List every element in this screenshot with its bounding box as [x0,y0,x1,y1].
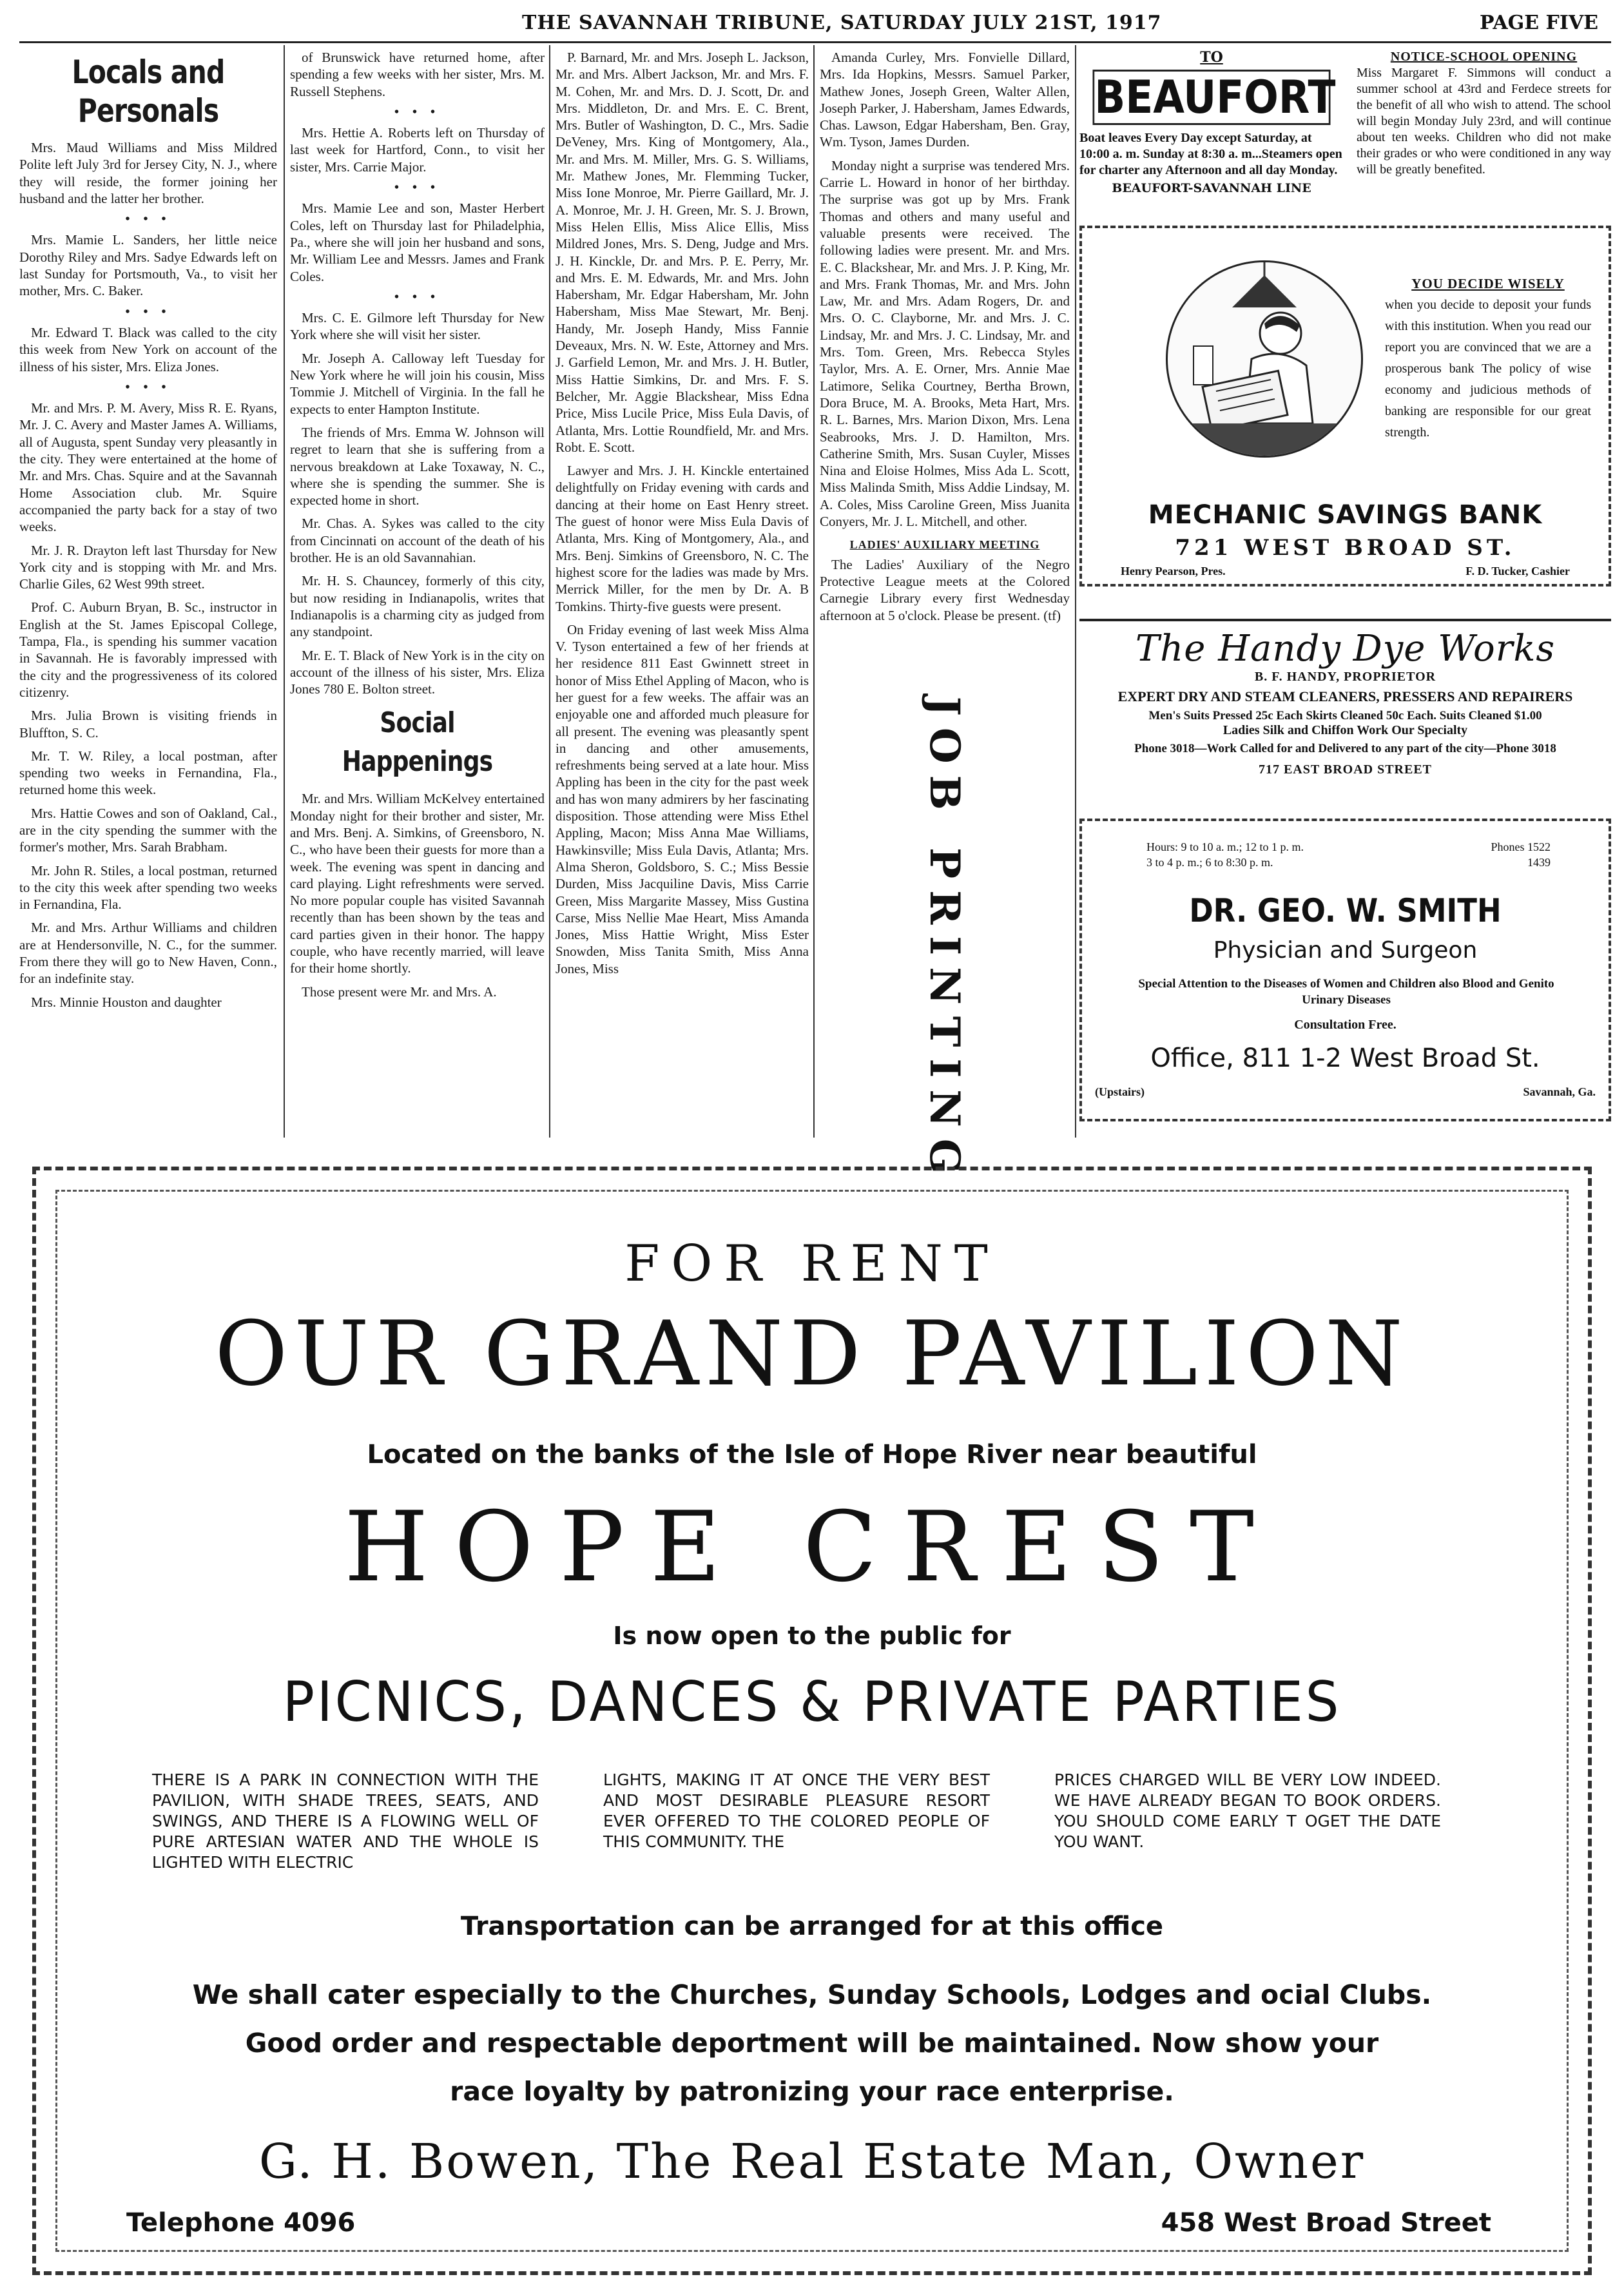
dye-street: 717 EAST BROAD STREET [1258,762,1433,777]
social-heading: Social Happenings [342,706,493,779]
owner-address: 458 West Broad Street [1161,2208,1491,2238]
column-rule [549,45,550,1138]
social-column [556,49,809,1132]
doctor-name: DR. GEO. W. SMITH [1189,892,1502,929]
beaufort-title: BEAUFORT [1093,70,1331,125]
for-rent: FOR RENT [624,1235,1000,1293]
separator: • • • [125,380,171,394]
locals-item: Mr. Edward T. Black was called to the city this week from New York on account of the illness of his sister, Mrs. Eliza Jones. [19,324,277,374]
masthead-title: THE SAVANNAH TRIBUNE, SATURDAY JULY 21ST, 1917 [522,12,1162,34]
locals-item: Mr. J. R. Drayton left last Thursday for New York city and is stopping with Mr. and Mrs. Charlie Giles, 62 West 99th street. [19,542,277,592]
doctor-ad [1079,819,1611,1121]
owner-line: G. H. Bowen, The Real Estate Man, Owner [258,2134,1366,2189]
separator: • • • [394,104,440,119]
social-item: On Friday evening of last week Miss Alma V. Tyson entertained a few of her friends at her residence 811 East Gwinnett street in honor of Miss Ethel Appling of Macon, who is her guest for a few weeks. The affair was an enjoyable one and afforded much pleasure for all present. The evening was pleasantly spent in dancing and other amusements, refreshments being served at a late hour. Miss Appling has been in the city for the past week and has won many admirers by her fascinating disposition. Those attending were Miss Ethel Appling, Macon; Miss Anna Mae Williams, Hawkinsville; Miss Eula Davis, Atlanta; Mrs. Alma Sheron, Goldsboro, S. C.; Miss Bessie Durden, Miss Jacquiline Davis, Miss Carrie Green, Miss Margarite Massey, Miss Gustina Carse, Miss Nellie Mae Heart, Miss Amanda Jones, Miss Hattie Wright, Miss Ester Snowden, Miss Tanita Smith, Miss Anna Jones, Miss [556,621,809,976]
personals-item: Mrs. Mamie Lee and son, Master Herbert Coles, left on Thursday last for Philadelphia, Pa., where she will join her husband and sons, Mr. William Lee and Messrs. James and Frank Coles. [290,200,545,284]
locals-item: Mrs. Mamie L. Sanders, her little neice Dorothy Riley and Mrs. Sadye Edwards left on last Sunday for Portsmouth, Va., to visit her mother, Mrs. C. Baker. [19,232,277,299]
social-item: Monday night a surprise was tendered Mrs. Carrie L. Howard in honor of her birthday. The surprise was got up by Mrs. Frank Thomas and others and many useful and valuable presents were received. The following ladies were present. Mr. and Mrs. E. C. Blackshear, Mr. and Mrs. J. P. King, Mr. and Mrs. Frank Thomas, Mr. and Mrs. John Law, Mr. and Mrs. Adam Rogers, Dr. and Mrs. O. C. Clayborne, Mr. and Mrs. J. C. Lindsay, Mr. and Mrs. J. C. Lindsay, Mr. and Mrs. Tom. Green, Mrs. Rebecca Styles Taylor, Mrs. A. E. Orner, Mrs. Annie Mae Latimore, Selika Courtney, Bertha Brown, Dora Bruce, M. A. Brooks, Meta Hart, Mrs. R. L. Barnes, Mrs. Marion Dixon, Mrs. Lena Seabrooks, Mrs. J. D. Hamilton, Mrs. Catherine Smith, Mrs. Susan Cuyler, Misses Nina and Eloise Holmes, Miss Ada L. Scott, Miss Malinda Smith, Miss Addie Lindsay, M. A. Coles, Miss Caroline Green, Miss Juanita Conyers, Mr. J. L. Mitchell, and other. [820,157,1070,530]
bank-name: MECHANIC SAVINGS BANK [1148,500,1543,530]
locals-heading: Locals and Personals [72,53,225,130]
job-printing-ad [818,696,1070,1186]
locals-item: Mrs. Maud Williams and Miss Mildred Polite left July 3rd for Jersey City, N. J., where they will reside, the former joining her husband and the latter her brother. [19,140,277,206]
auxiliary-text: The Ladies' Auxiliary of the Negro Protective League meets at the Colored Carnegie Library every first Wednesday afternoon at 5 o'clock. Please be present. (tf) [820,556,1070,623]
personals-item: of Brunswick have returned home, after spending a few weeks with her sister, Mrs. M. Russell Stephens. [290,50,545,99]
personals-item: Mr. E. T. Black of New York is in the city on account of the illness of his sister, Mrs. Eliza Jones 780 E. Bolton street. [290,647,545,697]
dye-rates: Men's Suits Pressed 25c Each Skirts Cleaned 50c Each. Suits Cleaned $1.00 [1148,709,1542,722]
details-col-b: LIGHTS, MAKING IT AT ONCE THE VERY BEST AND MOST DESIRABLE PLEASURE RESORT EVER OFFERED TO THE COLORED PEOPLE OF THIS COMMUNITY. THE [603,1770,990,1851]
social-item: Lawyer and Mrs. J. H. Kinckle entertained delightfully on Friday evening with cards and dancing at their home on East Henry street. The guest of honor were Miss Eula Davis of Atlanta, Mrs. King of Montgomery, Ala., and Mrs. Benj. Simkins of Greensboro, N. C. The highest score for the ladies was made by Mrs. Merrick Miller, for the men by Dr. A. B Tomkins. Thirty-five guests were present. [556,463,809,614]
open-line: Is now open to the public for [613,1622,1011,1650]
beaufort-ad [1079,49,1344,223]
personals-column [290,49,545,1132]
bank-heading: YOU DECIDE WISELY [1411,276,1565,291]
auxiliary-heading: LADIES' AUXILIARY MEETING [849,538,1040,552]
doctor-upstairs: (Upstairs) [1095,1085,1145,1098]
beaufort-line: BEAUFORT-SAVANNAH LINE [1112,181,1311,195]
dye-expert: EXPERT DRY AND STEAM CLEANERS, PRESSERS AND REPAIRERS [1117,688,1573,704]
locals-item: Mr. T. W. Riley, a local postman, after spending two weeks in Fernandina, Fla., returned home this week. [19,748,277,798]
cater-line: We shall cater especially to the Churches, Sunday Schools, Lodges and ocial Clubs. [192,1979,1432,2010]
school-notice [1357,49,1611,223]
doctor-hours-line: Hours: 9 to 10 a. m.; 12 to 1 p. m. [1146,840,1304,853]
banker-illustration [1166,260,1363,458]
bank-copy [1385,273,1591,443]
located-line: Located on the banks of the Isle of Hope River near beautiful [367,1440,1257,1469]
doctor-phone-line: 1439 [1527,856,1551,869]
details-col-c: PRICES CHARGED WILL BE VERY LOW INDEED. WE HAVE ALREADY BEGAN TO BOOK ORDERS. YOU SHOULD COME EARLY T OGET THE DATE YOU WANT. [1054,1770,1441,1851]
locals-item: Mr. John R. Stiles, a local postman, returned to the city this week after spending two weeks in Fernandina, Fla. [19,862,277,913]
telephone: Telephone 4096 [126,2208,356,2238]
picnics-line: PICNICS, DANCES & PRIVATE PARTIES [282,1670,1342,1734]
doctor-title: Physician and Surgeon [1213,937,1478,964]
doctor-phones [1491,839,1551,870]
social-item: Amanda Curley, Mrs. Fonvielle Dillard, Mrs. Ida Hopkins, Messrs. Samuel Parker, Mathew Jones, Joseph Green, Walter Allen, Joseph Parker, J. Habersham, James Edwards, Chas. Lawson, Edgar Habersham, Ben. Gray, Wm. Tyson, James Durden. [820,50,1070,150]
separator: • • • [394,180,440,195]
bank-cashier: F. D. Tucker, Cashier [1465,565,1570,577]
dye-works-ad [1079,619,1611,812]
personals-item: Mrs. Hettie A. Roberts left on Thursday of last week for Hartford, Conn., to visit her sister, Mrs. Carrie Major. [290,125,545,175]
bank-president: Henry Pearson, Pres. [1121,565,1226,577]
masthead [19,9,1611,43]
bank-address: 721 WEST BROAD ST. [1175,535,1516,561]
locals-item: Mr. and Mrs. Arthur Williams and children are at Hendersonville, N. C., for the summer. From there they will go to New Haven, Conn., for an indefinite stay. [19,920,277,987]
pavilion-title: OUR GRAND PAVILION [215,1302,1409,1406]
social-item: P. Barnard, Mr. and Mrs. Joseph L. Jackson, Mr. and Mrs. Albert Jackson, Mr. and Mrs. F. M. Cohen, Mr. and Mrs. D. J. Scott, Dr. and Mrs. Middleton, Dr. and Mrs. E. C. Brent, Mrs. Butler of Washington, D. C., Mrs. Sadie DeVeney, Mrs. King of Montgomery, Ala., Mr. and Mrs. M. Miller, Mrs. G. S. Williams, Mr. Mathew Jones, Mr. Flemming Tucker, Miss Ione Monroe, Mr. Pierre Gaillard, Mr. J. A. Monroe, Mr. J. H. Green, Mr. S. J. Brown, Miss Helen Ellis, Miss Alice Ellis, Miss Mildred Jones, Mrs. S. Deng, Judge and Mrs. J. H. Kinckle, Dr. and Mrs. P. E. Perry, Mr. and Mrs. E. M. Edwards, Mr. and Mrs. John Habersham, Mr. Edgar Habersham, Mr. John Habersham, Miss Mae Stewart, Mr. Benj. Handy, Mr. Joseph Handy, Miss Fannie Deveaux, Mrs. N. W. Este, Attorney and Mrs. J. Garfield Lemon, Mr. and Mrs. J. H. Butler, Miss Hattie Simkins, Dr. and Mrs. F. S. Belcher, Mr. Aggie Blackshear, Miss Edna Price, Miss Lucile Price, Miss Eula Davis, of Atlanta, Mrs. Lottie Roundfield, Mr. and Mrs. Robt. E. Scott. [556,50,809,455]
personals-item: Mrs. C. E. Gilmore left Thursday for New York where she will visit her sister. [290,310,545,343]
banker-drawing [1168,262,1361,456]
separator: • • • [394,289,440,304]
social-item: Mr. and Mrs. William McKelvey entertained Monday night for their brother and sister, Mr. and Mrs. Benj. A. Simkins, of Greensboro, N. C., who have been their guests for more than a week. The evening was spent in dancing and card playing. Light refreshments were served. No more popular couple has visited Savannah recently than has been shown by the teas and card parties given in their honor. The happy couple, who have recently married, will leave for their home shortly. [290,791,545,976]
column-rule [813,45,815,1138]
doctor-hours [1146,839,1304,870]
separator: • • • [125,304,171,319]
locals-item: Mrs. Julia Brown is visiting friends in Bluffton, S. C. [19,708,277,741]
locals-column [19,49,277,1132]
pavilion-details [152,1770,1441,1886]
locals-item: Mr. and Mrs. P. M. Avery, Miss R. E. Ryans, Mr. J. C. Avery and Master James A. Williams, all of Augusta, spent Sunday very pleasantly in the city. They were entertained at the home of Mr. and Mrs. Chas. Squire and at the Savannah Home Association club. Mr. Squire accompanied the party back for a stay of two weeks. [19,400,277,535]
personals-item: Mr. Joseph A. Calloway left Tuesday for New York where he will join his cousin, Miss Tommie J. Mitchell of Virginia. In the fall he expects to enter Hampton Institute. [290,350,545,417]
beaufort-to: TO [1200,49,1223,66]
doctor-office: Office, 811 1-2 West Broad St. [1150,1043,1540,1073]
order-line: Good order and respectable deportment will be maintained. Now show your [245,2028,1379,2059]
race-line: race loyalty by patronizing your race enterprise. [450,2076,1174,2107]
beaufort-body: Boat leaves Every Day except Saturday, at 10:00 a. m. Sunday at 8:30 a. m...Steamers open for charter any Afternoon and all day Monday. [1079,131,1342,177]
job-printing-text: JOB PRINTING [920,696,969,1186]
dye-name: The Handy Dye Works [1135,628,1556,670]
bank-ad [1079,226,1611,587]
personals-item: Mr. H. S. Chauncey, formerly of this city, but now residing in Indianapolis, writes that Indianapolis is a charming city as judged from any standpoint. [290,573,545,640]
doctor-phone-line: Phones 1522 [1491,840,1551,853]
details-col-a: THERE IS A PARK IN CONNECTION WITH THE PAVILION, WITH SHADE TREES, SEATS, AND SWINGS, AND THERE IS A FLOWING WELL OF PURE ARTESIAN WATER AND THE WHOLE IS LIGHTED WITH ELECTRIC [152,1770,539,1872]
separator: • • • [125,212,171,227]
transport-line: Transportation can be arranged for at this office [460,1912,1164,1941]
page-number: PAGE FIVE [1479,12,1598,34]
doctor-hours-line: 3 to 4 p. m.; 6 to 8:30 p. m. [1146,856,1273,869]
doctor-consult: Consultation Free. [1294,1018,1397,1032]
notice-heading: NOTICE-SCHOOL OPENING [1390,50,1578,64]
dye-proprietor: B. F. HANDY, PROPRIETOR [1254,670,1436,684]
dye-phone: Phone 3018—Work Called for and Delivered to any part of the city—Phone 3018 [1134,742,1556,755]
column-rule [1075,45,1076,1138]
doctor-city: Savannah, Ga. [1523,1085,1596,1098]
locals-item: Mrs. Minnie Houston and daughter [31,994,222,1010]
column-rule [284,45,285,1138]
dye-specialty: Ladies Silk and Chiffon Work Our Specialty [1223,723,1468,737]
bank-body: when you decide to deposit your funds with this institution. When you read our report you are convinced that we are a prosperous bank The policy of wise economy and judicious methods of banking are responsible for our great strength. [1385,298,1591,440]
hope-crest: HOPE CREST [344,1491,1280,1604]
social-item: Those present were Mr. and Mrs. A. [302,984,497,1000]
doctor-specialty: Special Attention to the Diseases of Women and Children also Blood and Genito Urinary Diseases [1138,977,1554,1007]
personals-item: The friends of Mrs. Emma W. Johnson will regret to learn that she is suffering from a nervous breakdown at Lake Toxaway, N. C., where she is spending the summer. She is expected home in short. [290,424,545,509]
locals-item: Prof. C. Auburn Bryan, B. Sc., instructor in English at the St. James Episcopal College, Tampa, Fla., is spending his summer vacation in Savannah. He is favorably impressed with the city and the progressiveness of its colored citizenry. [19,599,277,700]
personals-item: Mr. Chas. A. Sykes was called to the city from Cincinnati on account of the death of his brother. He is an old Savannahian. [290,516,545,566]
social-column-2 [820,49,1070,745]
notice-body: Miss Margaret F. Simmons will conduct a summer school at 43rd and Ferdece streets for the benefit of all who wish to attend. The school will begin Monday July 23rd, and will continue about ten weeks. Children who did not make their grades or who were conditioned in any way will be greatly benefited. [1357,66,1611,177]
locals-item: Mrs. Hattie Cowes and son of Oakland, Cal., are in the city spending the summer with the former's mother, Mrs. Sarah Brabham. [19,805,277,855]
pavilion-ad [32,1167,1592,2275]
